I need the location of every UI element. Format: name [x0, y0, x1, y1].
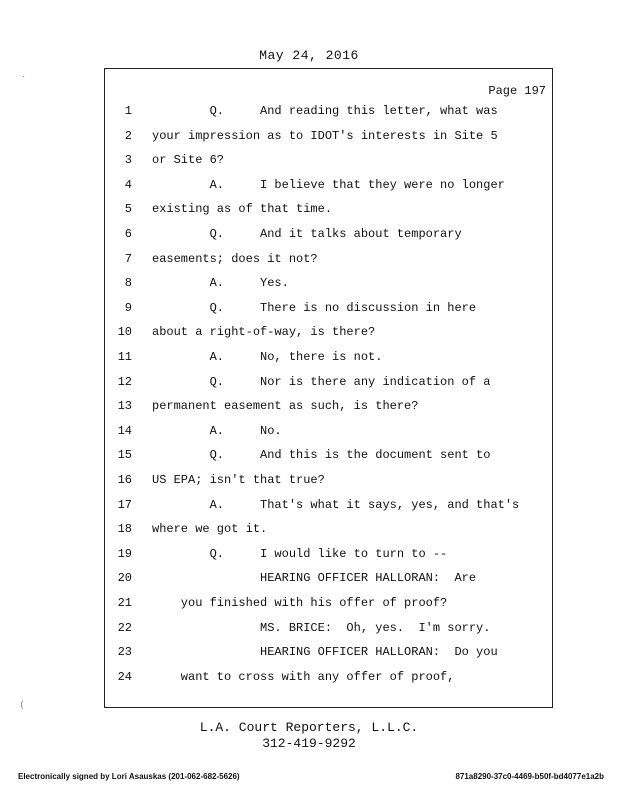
line-number: 8 — [124, 276, 132, 291]
line-number: 6 — [124, 227, 132, 241]
electronic-signature: Electronically signed by Lori Asauskas (201-062-682-5626) — [18, 772, 240, 781]
transcript-line — [112, 325, 542, 345]
line-number: 11 — [117, 350, 132, 364]
transcript-line — [112, 202, 542, 222]
transcript-line — [112, 129, 542, 149]
transcript-line — [112, 645, 542, 665]
line-text: A. No, there is not. — [152, 350, 383, 364]
scan-mark: ( — [20, 700, 24, 711]
line-number: 7 — [124, 251, 132, 266]
scan-mark: · — [22, 72, 26, 83]
line-text: Q. And reading this letter, what was — [152, 104, 498, 118]
court-reporter-phone: 312-419-9292 — [262, 736, 356, 751]
line-number: 15 — [117, 448, 132, 463]
line-number: 20 — [117, 571, 132, 586]
line-text: A. I believe that they were no longer — [152, 177, 505, 192]
transcript-line — [112, 227, 542, 247]
line-text: Q. And this is the document sent to — [152, 448, 491, 463]
line-number: 3 — [124, 153, 132, 168]
line-number: 24 — [117, 669, 132, 684]
line-text: you finished with his offer of proof? — [152, 596, 448, 610]
transcript-line — [112, 178, 542, 198]
transcript-line — [112, 448, 542, 468]
transcript-line — [112, 104, 542, 124]
line-number: 2 — [124, 128, 132, 143]
line-number: 10 — [117, 325, 132, 340]
line-number: 17 — [117, 497, 132, 512]
transcript-line — [112, 498, 542, 518]
line-text: A. No. — [152, 423, 282, 438]
line-number: 13 — [117, 399, 132, 414]
line-text: Q. Nor is there any indication of a — [152, 374, 491, 389]
line-number: 21 — [117, 596, 132, 610]
line-number: 12 — [117, 374, 132, 389]
line-text: US EPA; isn't that true? — [152, 473, 325, 487]
transcript-line — [112, 153, 542, 173]
transcript-line — [112, 399, 542, 419]
document-id: 871a8290-37c0-4469-b50f-bd4077e1a2b — [455, 772, 604, 781]
transcript-line — [112, 301, 542, 321]
court-reporter-name: L.A. Court Reporters, L.L.C. — [199, 720, 419, 735]
line-text: HEARING OFFICER HALLORAN: Do you — [152, 645, 498, 660]
transcript-line — [112, 375, 542, 395]
transcript-line — [112, 350, 542, 370]
transcript-line — [112, 547, 542, 567]
transcript-line — [112, 252, 542, 272]
line-text: about a right-of-way, is there? — [152, 325, 376, 340]
line-text: MS. BRICE: Oh, yes. I'm sorry. — [152, 620, 491, 635]
line-number: 18 — [117, 522, 132, 537]
line-number: 16 — [117, 473, 132, 487]
line-text: A. That's what it says, yes, and that's — [152, 497, 520, 512]
transcript-line — [112, 473, 542, 493]
line-text: Q. And it talks about temporary — [152, 227, 462, 241]
transcript-date: May 24, 2016 — [259, 48, 359, 63]
transcript-line — [112, 571, 542, 591]
line-text: where we got it. — [152, 522, 268, 537]
line-text: existing as of that time. — [152, 202, 333, 217]
line-text: easements; does it not? — [152, 251, 318, 266]
line-number: 22 — [117, 620, 132, 635]
line-number: 1 — [124, 104, 132, 118]
transcript-line — [112, 670, 542, 690]
line-text: HEARING OFFICER HALLORAN: Are — [152, 571, 477, 586]
line-text: or Site 6? — [152, 153, 225, 168]
line-number: 14 — [117, 423, 132, 438]
line-text: Q. I would like to turn to -- — [152, 546, 448, 561]
line-number: 19 — [117, 546, 132, 561]
line-text: your impression as to IDOT's interests in Site 5 — [152, 128, 498, 143]
line-number: 9 — [124, 300, 132, 315]
line-text: permanent easement as such, is there? — [152, 399, 419, 414]
transcript-line — [112, 276, 542, 296]
line-text: A. Yes. — [152, 276, 289, 291]
transcript-line — [112, 522, 542, 542]
line-text: want to cross with any offer of proof, — [152, 669, 455, 684]
transcript-line — [112, 424, 542, 444]
transcript-line — [112, 621, 542, 641]
line-number: 4 — [124, 177, 132, 192]
transcript-line — [112, 596, 542, 616]
line-number: 5 — [124, 202, 132, 217]
line-text: Q. There is no discussion in here — [152, 300, 477, 315]
line-number: 23 — [117, 645, 132, 660]
page-number: Page 197 — [488, 84, 546, 98]
